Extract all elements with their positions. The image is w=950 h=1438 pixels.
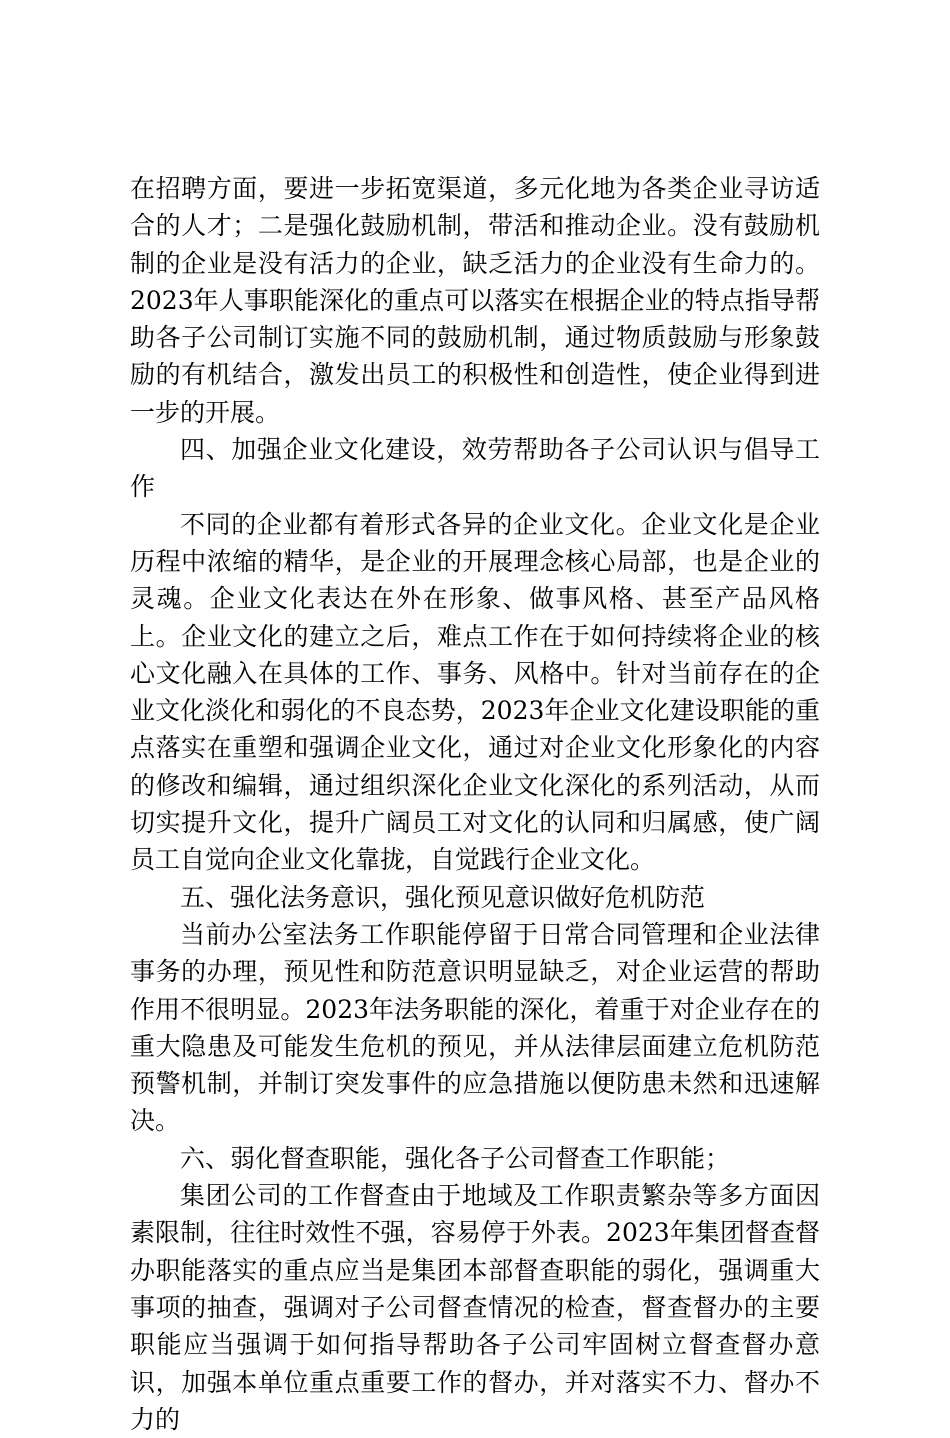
paragraph-legal-affairs: 当前办公室法务工作职能停留于日常合同管理和企业法律事务的办理，预见性和防范意识明显缺乏，对企业运营的帮助作用不很明显。2023年法务职能的深化，着重于对企业存在的重大隐患及可能发生危机的预见，并从法律层面建立危机防范预警机制，并制订突发事件的应急措施以便防患未然和迅速解决。 <box>130 919 820 1136</box>
heading-section-five: 五、强化法务意识，强化预见意识做好危机防范 <box>180 882 706 912</box>
heading-section-six: 六、弱化督查职能，强化各子公司督查工作职能； <box>180 1143 731 1173</box>
heading-section-four: 四、加强企业文化建设，效劳帮助各子公司认识与倡导工作 <box>130 435 820 502</box>
paragraph-corporate-culture: 不同的企业都有着形式各异的企业文化。企业文化是企业历程中浓缩的精华，是企业的开展理念核心局部，也是企业的灵魂。企业文化表达在外在形象、做事风格、甚至产品风格上。企业文化的建立之后，难点工作在于如何持续将企业的核心文化融入在具体的工作、事务、风格中。针对当前存在的企业文化淡化和弱化的不良态势，2023年企业文化建设职能的重点落实在重塑和强调企业文化，通过对企业文化形象化的内容的修改和编辑，通过组织深化企业文化深化的系列活动，从而切实提升文化，提升广阔员工对文化的认同和归属感，使广阔员工自觉向企业文化靠拢，自觉践行企业文化。 <box>130 509 820 875</box>
document-page <box>130 170 820 1438</box>
paragraph-recruitment-incentive: 在招聘方面，要进一步拓宽渠道，多元化地为各类企业寻访适合的人才；二是强化鼓励机制，带活和推动企业。没有鼓励机制的企业是没有活力的企业，缺乏活力的企业没有生命力的。2023年人事职能深化的重点可以落实在根据企业的特点指导帮助各子公司制订实施不同的鼓励机制，通过物质鼓励与形象鼓励的有机结合，激发出员工的积极性和创造性，使企业得到进一步的开展。 <box>130 174 820 427</box>
paragraph-supervision: 集团公司的工作督查由于地域及工作职责繁杂等多方面因素限制，往往时效性不强，容易停于外表。2023年集团督查督办职能落实的重点应当是集团本部督查职能的弱化，强调重大事项的抽查，强调对子公司督查情况的检查，督查督办的主要职能应当强调于如何指导帮助各子公司牢固树立督查督办意识，加强本单位重点重要工作的督办，并对落实不力、督办不力的 <box>130 1181 820 1434</box>
